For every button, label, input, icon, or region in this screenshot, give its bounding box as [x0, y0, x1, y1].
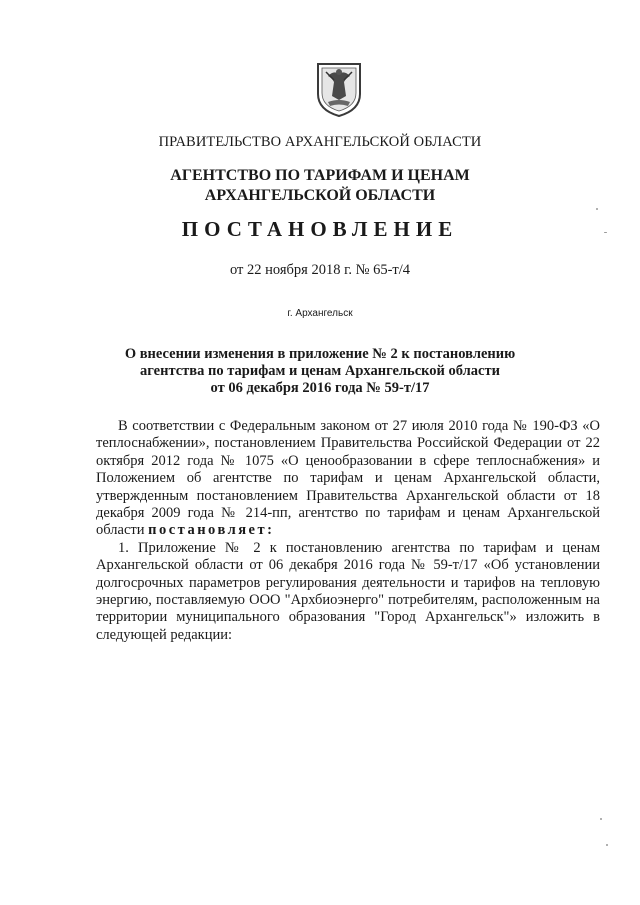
coat-of-arms-emblem — [314, 60, 364, 118]
document-city: г. Архангельск — [287, 308, 353, 319]
agency-name-line1: АГЕНТСТВО ПО ТАРИФАМ И ЦЕНАМ — [170, 167, 470, 184]
resolve-keyword: постановляет: — [148, 522, 275, 539]
coat-of-arms-icon — [314, 60, 364, 118]
document-title-line1: О внесении изменения в приложение № 2 к постановлению — [124, 346, 516, 362]
body-paragraph-2: 1. Приложение № 2 к постановлению агентства по тарифам и ценам Архангельской области от 06 декабря 2016 года № 59-т/17 «Об установлении долгосрочных параметров регулирования деятельности и тарифов на тепловую энергию, поставляемую ООО "Архбиоэнерго" потребителям, расположенным на территории муниципального образования "Город Архангельск"» изложить в следующей редакции: — [96, 539, 600, 643]
scan-speck — [596, 208, 598, 210]
government-name: ПРАВИТЕЛЬСТВО АРХАНГЕЛЬСКОЙ ОБЛАСТИ — [158, 134, 482, 150]
document-date-number: от 22 ноября 2018 г. № 65-т/4 — [229, 262, 411, 278]
document-body — [96, 418, 600, 644]
document-title-line2: агентства по тарифам и ценам Архангельской области — [140, 363, 500, 379]
document-type: ПОСТАНОВЛЕНИЕ — [181, 217, 459, 241]
body-paragraph-1-text: В соответствии с Федеральным законом от 27 июля 2010 года № 190-ФЗ «О теплоснабжении», постановлением Правительства Российской Федерации от 22 октября 2012 года № 1075 «О ценообразовании в сфере теплоснабжения» и Положением об агентстве по тарифам и ценам Архангельской области, утвержденным постановлением Правительства Архангельской области от 18 декабря 2009 года № 214-пп, агентство по тарифам и ценам Архангельской области — [96, 418, 600, 539]
document-title — [0, 346, 640, 397]
document-title-line3: от 06 декабря 2016 года № 59-т/17 — [210, 380, 430, 396]
agency-name — [0, 166, 640, 206]
agency-name-line2: АРХАНГЕЛЬСКОЙ ОБЛАСТИ — [204, 187, 436, 204]
scan-speck — [606, 844, 608, 846]
scan-speck — [600, 818, 602, 820]
body-paragraph-1 — [96, 418, 600, 540]
scan-speck — [604, 232, 607, 233]
